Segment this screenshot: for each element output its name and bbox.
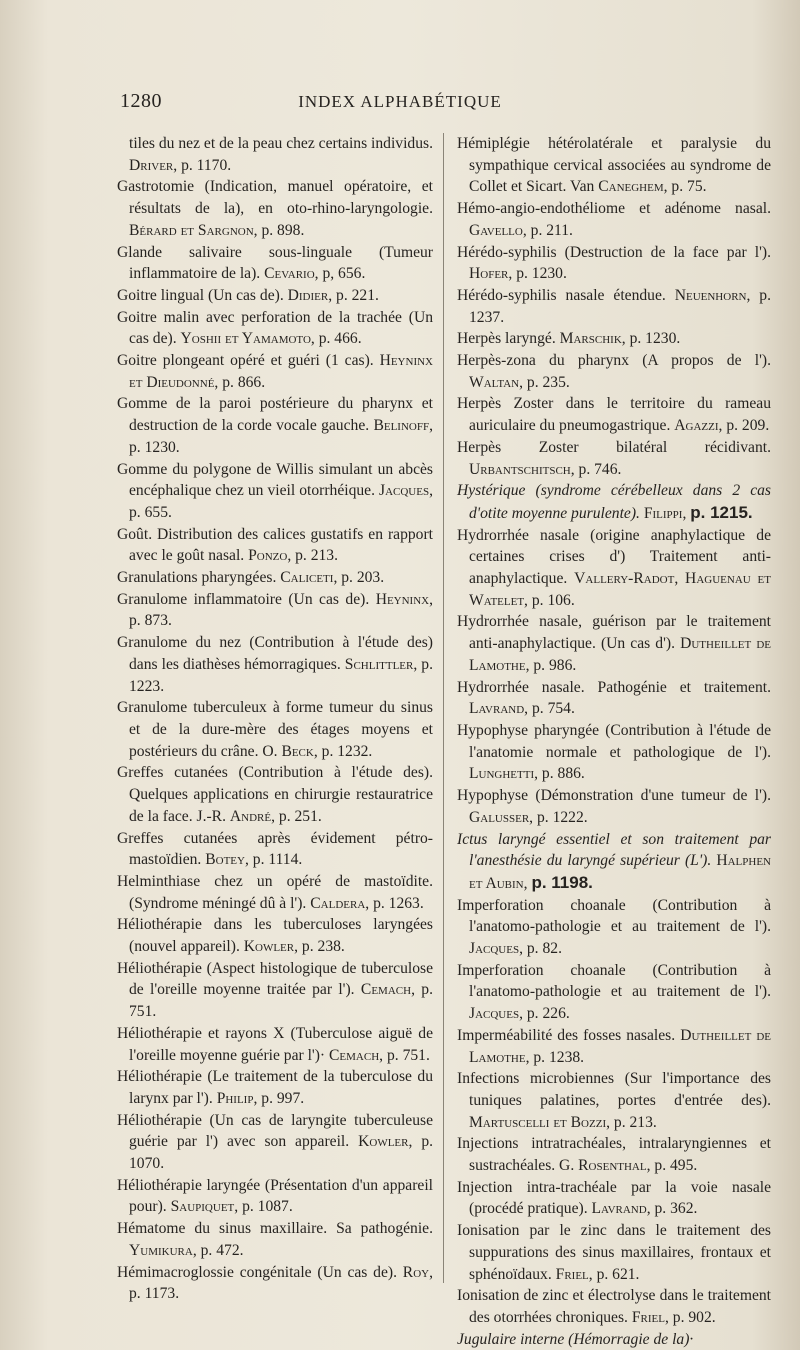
entry-authors: Kowler: [243, 938, 295, 956]
index-entry: Hydrorrhée nasale (origine anaphylactique de certaines crises d') Traitement anti-anaphylactique. Vallery-Radot, Haguenau et Watelet, p. 106.: [457, 526, 771, 609]
index-entry: Hémo-angio-endothéliome et adénome nasal. Gavello, p. 211.: [457, 200, 771, 239]
index-entry: Gomme du polygone de Willis simulant un abcès encéphalique chez un vieil otorrhéique. Jacques, p. 655.: [117, 460, 433, 521]
page-number: 1280: [120, 90, 162, 112]
index-entry: Imperméabilité des fosses nasales. Dutheillet de Lamothe, p. 1238.: [457, 1026, 771, 1066]
entry-page-ref: p. 746.: [578, 460, 622, 478]
index-entry: Herpès Zoster bilatéral récidivant. Urbantschitsch, p. 746.: [457, 438, 771, 478]
entry-title: Imperméabilité des fosses nasales.: [457, 1026, 676, 1044]
entry-authors: Filippi: [643, 504, 683, 522]
entry-authors: Galusser: [469, 808, 530, 826]
entry-page-ref: p. 1237.: [469, 286, 771, 326]
entry-authors: Lavrand: [469, 700, 525, 718]
entry-authors: Saupiquet: [170, 1198, 235, 1216]
entry-page-ref: p. 1087.: [242, 1198, 293, 1216]
entry-authors: Dutheillet de Lamothe: [469, 635, 771, 674]
entry-page-ref: p. 986.: [533, 656, 577, 674]
entry-authors: Driver: [129, 156, 174, 174]
entry-title: Infections microbiennes (Sur l'importance des tuniques palatines, portes d'entrée des).: [457, 1070, 771, 1109]
entry-page-ref: p. 495.: [654, 1157, 698, 1175]
entry-page-ref: p. 1223.: [129, 655, 433, 695]
index-entry: Ionisation par le zinc dans le traitement des suppurations des sinus maxillaires, frontaux et sphénoïdaux. Friel, p. 621.: [457, 1222, 771, 1283]
entry-authors: Heyninx et Dieudonné: [129, 352, 433, 391]
entry-page-ref: p. 1263.: [373, 894, 424, 912]
entry-page-ref: p. 751.: [129, 981, 433, 1021]
entry-page-ref: p. 1232.: [321, 742, 373, 760]
entry-page-ref: p. 751.: [386, 1046, 430, 1064]
entry-page-ref: p. 472.: [200, 1241, 244, 1259]
entry-authors: Rosenthal: [578, 1157, 647, 1175]
entry-page-ref: p. 873.: [129, 612, 172, 630]
entry-title: Hématome du sinus maxillaire. Sa pathogénie.: [117, 1220, 433, 1238]
page-header: [0, 90, 800, 120]
entry-authors: Cevario: [264, 265, 315, 283]
index-entry: Hystérique (syndrome cérébelleux dans 2 cas d'otite moyenne purulente). Filippi, p. 1215.: [457, 482, 771, 522]
index-entry: Herpès-zona du pharynx (A propos de l'). Waltan, p. 235.: [457, 352, 771, 391]
entry-title: Hémo-angio-endothéliome et adénome nasal.: [457, 200, 771, 218]
entry-authors: Vallery-Radot, Haguenau et Watelet: [469, 570, 771, 609]
entry-page-ref: p. 238.: [301, 938, 345, 956]
index-entry: Granulome du nez (Contribution à l'étude des) dans les diathèses hémorragiques. Schlittler, p. 1223.: [117, 634, 433, 695]
entry-authors: Philip: [216, 1089, 254, 1107]
entry-page-ref: p. 106.: [531, 591, 575, 609]
entry-page-ref: p. 1230.: [516, 265, 567, 283]
entry-authors: Ponzo: [248, 547, 288, 565]
entry-authors: Dutheillet de Lamothe: [469, 1026, 771, 1066]
entry-page-ref: p. 75.: [671, 178, 707, 196]
index-entry: Goitre lingual (Un cas de). Didier, p. 221.: [117, 286, 379, 304]
entry-authors: Kowler: [358, 1133, 409, 1151]
entry-title: Goitre malin avec perforation de la trachée (Un cas de).: [117, 308, 433, 348]
entry-authors: Lavrand: [591, 1200, 647, 1218]
index-entry: Héliothérapie dans les tuberculoses laryngées (nouvel appareil). Kowler, p. 238.: [117, 916, 433, 956]
index-entry: Gastrotomie (Indication, manuel opératoire, et résultats de la), en oto-rhino-laryngologie. Bérard et Sargnon, p. 898.: [117, 178, 433, 239]
entry-title: Hydrorrhée nasale (origine anaphylactique de certaines crises d') Traitement anti-anaphylactique.: [457, 526, 771, 588]
entry-title: Greffes cutanées (Contribution à l'étude des). Quelques applications en chirurgie restauratrice de la face. J.-R.: [117, 764, 433, 825]
index-entry: Hydrorrhée nasale. Pathogénie et traitement. Lavrand, p. 754.: [457, 678, 771, 718]
entry-title: Ictus laryngé essentiel et son traitement par l'anesthésie du laryngé supérieur (L').: [457, 830, 771, 870]
entry-authors: Hofer: [469, 265, 509, 283]
index-entry: Hématome du sinus maxillaire. Sa pathogénie. Yumikura, p. 472.: [117, 1220, 433, 1259]
right-column: [457, 133, 771, 1348]
index-entry: Imperforation choanale (Contribution à l'anatomo-pathologie et au traitement de l'). Jacques, p. 226.: [457, 961, 771, 1023]
entry-title: Hémiplégie hétérolatérale et paralysie du sympathique cervical associées au syndrome de Collet et Sicart. Van: [457, 135, 771, 196]
entry-page-ref: p. 898.: [261, 221, 305, 239]
entry-title: Imperforation choanale (Contribution à l'anatomo-pathologie et au traitement de l').: [457, 896, 771, 936]
entry-page-ref: p. 1230.: [129, 438, 180, 456]
index-entry: Greffes cutanées (Contribution à l'étude des). Quelques applications en chirurgie restauratrice de la face. J.-R. André, p. 251.: [117, 764, 433, 825]
entry-title: Granulations pharyngées.: [117, 569, 277, 587]
entry-page-ref: p. 1114.: [252, 851, 303, 869]
entry-page-ref: p. 1230.: [629, 330, 681, 348]
entry-title: Héliothérapie (Le traitement de la tuberculose du larynx par l').: [117, 1068, 433, 1107]
index-entry: Héliothérapie (Aspect histologique de tuberculose de l'oreille moyenne traitée par l'). Cemach, p. 751.: [117, 959, 433, 1021]
entry-title: Hérédo-syphilis nasale étendue.: [457, 286, 666, 304]
entry-page-ref: p. 362.: [654, 1200, 698, 1218]
index-entry: [457, 1329, 771, 1350]
index-entry: Hérédo-syphilis nasale étendue. Neuenhorn, p. 1237.: [457, 286, 771, 326]
entry-title: Granulome inflammatoire (Un cas de).: [117, 590, 370, 608]
entry-page-ref: p. 1215.: [690, 502, 753, 522]
index-entry: tiles du nez et de la peau chez certains individus. Driver, p. 1170.: [129, 135, 433, 174]
entry-authors: Gavello: [469, 221, 523, 239]
entry-page-ref: p. 1070.: [129, 1133, 434, 1173]
index-entry: Hydrorrhée nasale, guérison par le traitement anti-anaphylactique. (Un cas d'). Dutheillet de Lamothe, p. 986.: [457, 613, 771, 674]
entry-title: Hérédo-syphilis (Destruction de la face par l').: [457, 243, 771, 261]
entry-authors: Friel: [555, 1265, 589, 1283]
running-title: INDEX ALPHABÉTIQUE: [298, 92, 502, 111]
entry-page-ref: p. 235.: [526, 373, 570, 391]
entry-authors: Halphen et Aubin: [469, 852, 771, 892]
entry-authors: Jacques: [469, 940, 520, 958]
entry-page-ref: p. 213.: [613, 1113, 657, 1131]
entry-page-ref: p. 902.: [672, 1308, 716, 1326]
index-entry: Infections microbiennes (Sur l'importance des tuniques palatines, portes d'entrée des). Martuscelli et Bozzi, p. 213.: [457, 1070, 771, 1131]
index-entry: Helminthiase chez un opéré de mastoïdite. (Syndrome méningé dû à l'). Caldera, p. 1263.: [117, 872, 433, 912]
index-entry: Glande salivaire sous-linguale (Tumeur inflammatoire de la). Cevario, p, 656.: [117, 243, 433, 283]
entry-title: Herpès-zona du pharynx (A propos de l').: [457, 352, 771, 370]
entry-authors: Jacques: [469, 1005, 520, 1023]
entry-authors: Neuenhorn: [674, 286, 747, 304]
entry-page-ref: p. 1198.: [531, 872, 593, 892]
entry-authors: Friel: [631, 1308, 665, 1326]
entry-page-ref: p, 656.: [322, 265, 366, 283]
entry-title: Ionisation de zinc et électrolyse dans le traitement des otorrhées chroniques.: [457, 1287, 771, 1326]
index-entry: Injections intratrachéales, intralaryngiennes et sustrachéales. G. Rosenthal, p. 495.: [457, 1135, 771, 1175]
entry-page-ref: p. 1222.: [536, 808, 588, 826]
index-entry: Herpès laryngé. Marschik, p. 1230.: [457, 330, 681, 348]
index-entry: Goitre malin avec perforation de la trachée (Un cas de). Yoshii et Yamamoto, p. 466.: [117, 308, 433, 348]
index-entry: Herpès Zoster dans le territoire du rameau auriculaire du pneumogastrique. Agazzi, p. 209.: [457, 395, 771, 435]
entry-authors: Caneghem: [598, 178, 664, 196]
entry-title: Herpès Zoster bilatéral récidivant.: [457, 438, 771, 456]
entry-authors: André: [229, 807, 272, 825]
entry-authors: Yoshii et Yamamoto: [180, 330, 311, 348]
index-entry: Ionisation de zinc et électrolyse dans le traitement des otorrhées chroniques. Friel, p. 902.: [457, 1287, 771, 1326]
entry-page-ref: p. 754.: [531, 700, 575, 718]
entry-title: Greffes cutanées après évidement pétro-mastoïdien.: [117, 829, 433, 869]
entry-title: Jugulaire interne (Hémorragie de la)·: [457, 1330, 694, 1348]
entry-page-ref: p. 213.: [295, 547, 338, 565]
entry-title: Hypophyse pharyngée (Contribution à l'étude de l'anatomie normale et pathologique de l').: [457, 721, 771, 761]
index-entry: Granulome inflammatoire (Un cas de). Heyninx, p. 873.: [117, 590, 434, 630]
entry-page-ref: p. 997.: [261, 1089, 305, 1107]
index-entry: Granulome tuberculeux à forme tumeur du sinus et de la dure-mère des étages moyens et postérieurs du crâne. O. Beck, p. 1232.: [117, 699, 433, 760]
entry-authors: Cemach: [329, 1046, 380, 1064]
index-entry: Hypophyse (Démonstration d'une tumeur de l'). Galusser, p. 1222.: [457, 787, 771, 826]
entry-title: Injections intratrachéales, intralaryngiennes et sustrachéales. G.: [457, 1135, 771, 1175]
entry-title: Hydrorrhée nasale. Pathogénie et traitement.: [457, 678, 771, 696]
entry-page-ref: p. 886.: [541, 765, 585, 783]
index-entry: Gomme de la paroi postérieure du pharynx et destruction de la corde vocale gauche. Belinoff, p. 1230.: [117, 395, 434, 456]
entry-title: Héliothérapie (Un cas de laryngite tuberculeuse guérie par l') avec son appareil.: [117, 1111, 433, 1151]
entry-authors: Marschik: [559, 330, 622, 348]
entry-title: Goitre plongeant opéré et guéri (1 cas).: [117, 352, 374, 370]
entry-title: Gomme de la paroi postérieure du pharynx et destruction de la corde vocale gauche.: [117, 395, 433, 435]
index-entry: Injection intra-trachéale par la voie nasale (procédé pratique). Lavrand, p. 362.: [457, 1178, 771, 1218]
entry-authors: Lunghetti: [469, 765, 535, 783]
entry-authors: Schlittler: [344, 655, 414, 673]
entry-title: Herpès Zoster dans le territoire du rameau auriculaire du pneumogastrique.: [457, 395, 771, 435]
index-entry: Héliothérapie (Un cas de laryngite tuberculeuse guérie par l') avec son appareil. Kowler, p. 1070.: [117, 1111, 434, 1173]
entry-title: tiles du nez et de la peau chez certains individus.: [129, 135, 433, 152]
entry-title: Héliothérapie laryngée (Présentation d'un appareil pour).: [117, 1176, 433, 1216]
index-entry: Héliothérapie laryngée (Présentation d'un appareil pour). Saupiquet, p. 1087.: [117, 1176, 433, 1216]
entry-page-ref: p. 466.: [318, 330, 362, 348]
entry-page-ref: p. 226.: [526, 1005, 570, 1023]
entry-title: Glande salivaire sous-linguale (Tumeur inflammatoire de la).: [117, 243, 433, 283]
entry-page-ref: p. 621.: [596, 1265, 640, 1283]
entry-authors: Botey: [205, 851, 245, 869]
entry-title: Hydrorrhée nasale, guérison par le traitement anti-anaphylactique. (Un cas d').: [457, 613, 771, 653]
entry-page-ref: p. 866.: [222, 373, 266, 391]
entry-title: Gastrotomie (Indication, manuel opératoire, et résultats de la), en oto-rhino-laryngologie.: [117, 178, 433, 218]
entry-title: Granulome tuberculeux à forme tumeur du sinus et de la dure-mère des étages moyens et postérieurs du crâne. O.: [117, 699, 433, 760]
entry-page-ref: p. 221.: [336, 286, 379, 304]
entry-authors: Belinoff: [373, 417, 430, 435]
index-entry: Ictus laryngé essentiel et son traitement par l'anesthésie du laryngé supérieur (L'). Halphen et Aubin, p. 1198.: [457, 830, 771, 892]
entry-title: Ionisation par le zinc dans le traitement des suppurations des sinus maxillaires, frontaux et sphénoïdaux.: [457, 1222, 771, 1283]
entry-authors: Heyninx: [375, 590, 430, 608]
entry-title: Goût. Distribution des calices gustatifs en rapport avec le goût nasal.: [117, 525, 433, 565]
entry-title: Hystérique (syndrome cérébelleux dans 2 cas d'otite moyenne purulente).: [457, 482, 771, 522]
entry-title: Hypophyse (Démonstration d'une tumeur de l').: [457, 787, 771, 805]
entry-title: Gomme du polygone de Willis simulant un abcès encéphalique chez un vieil otorrhéique.: [117, 460, 433, 500]
entry-title: Helminthiase chez un opéré de mastoïdite. (Syndrome méningé dû à l').: [117, 872, 433, 912]
entry-authors: Cemach: [360, 981, 412, 999]
entry-page-ref: p. 1173.: [129, 1285, 180, 1303]
entry-authors: Yumikura: [129, 1241, 193, 1259]
entry-authors: Bérard et Sargnon: [129, 221, 254, 239]
left-column: [117, 133, 433, 1341]
index-entry: Héliothérapie (Le traitement de la tuberculose du larynx par l'). Philip, p. 997.: [117, 1068, 433, 1107]
entry-authors: Waltan: [469, 373, 520, 391]
entry-page-ref: p. 1238.: [533, 1048, 585, 1066]
entry-authors: Martuscelli et Bozzi: [469, 1113, 607, 1131]
entry-page-ref: p. 655.: [129, 503, 172, 521]
entry-title: Héliothérapie (Aspect histologique de tuberculose de l'oreille moyenne traitée par l').: [117, 959, 433, 999]
entry-authors: Caliceti: [280, 569, 334, 587]
index-entry: Granulations pharyngées. Caliceti, p. 203.: [117, 569, 385, 587]
entry-page-ref: p. 209.: [726, 417, 770, 435]
index-entry: Hémimacroglossie congénitale (Un cas de). Roy, p. 1173.: [117, 1263, 433, 1303]
entry-title: Héliothérapie et rayons X (Tuberculose aiguë de l'oreille moyenne guérie par l')·: [117, 1024, 433, 1064]
index-entry: Héliothérapie et rayons X (Tuberculose aiguë de l'oreille moyenne guérie par l')· Cemach, p. 751.: [117, 1024, 433, 1064]
entry-authors: Urbantschitsch: [469, 460, 571, 478]
entry-title: Hémimacroglossie congénitale (Un cas de).: [117, 1263, 397, 1281]
index-entry: Imperforation choanale (Contribution à l'anatomo-pathologie et au traitement de l'). Jacques, p. 82.: [457, 896, 771, 958]
entry-title: Héliothérapie dans les tuberculoses laryngées (nouvel appareil).: [117, 916, 433, 956]
index-entry: Hérédo-syphilis (Destruction de la face par l'). Hofer, p. 1230.: [457, 243, 771, 283]
entry-title: Goitre lingual (Un cas de).: [117, 286, 284, 304]
entry-page-ref: p. 82.: [526, 940, 562, 958]
entry-authors: Caldera: [310, 894, 366, 912]
column-divider: [443, 133, 444, 1283]
entry-authors: Roy: [402, 1263, 430, 1281]
entry-authors: Jacques: [379, 482, 430, 500]
index-entry: Hypophyse pharyngée (Contribution à l'étude de l'anatomie normale et pathologique de l'). Lunghetti, p. 886.: [457, 721, 771, 783]
entry-authors: Didier: [287, 286, 329, 304]
entry-title: Imperforation choanale (Contribution à l'anatomo-pathologie et au traitement de l').: [457, 961, 771, 1001]
entry-authors: Agazzi: [674, 417, 719, 435]
entry-page-ref: p. 203.: [341, 569, 385, 587]
entry-title: Herpès laryngé.: [457, 330, 556, 348]
entry-title: Granulome du nez (Contribution à l'étude des) dans les diathèses hémorragiques.: [117, 634, 433, 673]
entry-page-ref: p. 211.: [530, 221, 573, 239]
entry-page-ref: p. 1170.: [181, 156, 232, 174]
index-entry: Goitre plongeant opéré et guéri (1 cas). Heyninx et Dieudonné, p. 866.: [117, 352, 433, 391]
entry-authors: Beck: [281, 742, 314, 760]
entry-page-ref: p. 251.: [278, 807, 322, 825]
index-entry: Hémiplégie hétérolatérale et paralysie du sympathique cervical associées au syndrome de Collet et Sicart. Van Caneghem, p. 75.: [457, 135, 771, 196]
index-entry: Goût. Distribution des calices gustatifs en rapport avec le goût nasal. Ponzo, p. 213.: [117, 525, 433, 565]
index-entry: Greffes cutanées après évidement pétro-mastoïdien. Botey, p. 1114.: [117, 829, 433, 869]
entry-title: Injection intra-trachéale par la voie nasale (procédé pratique).: [457, 1178, 771, 1218]
